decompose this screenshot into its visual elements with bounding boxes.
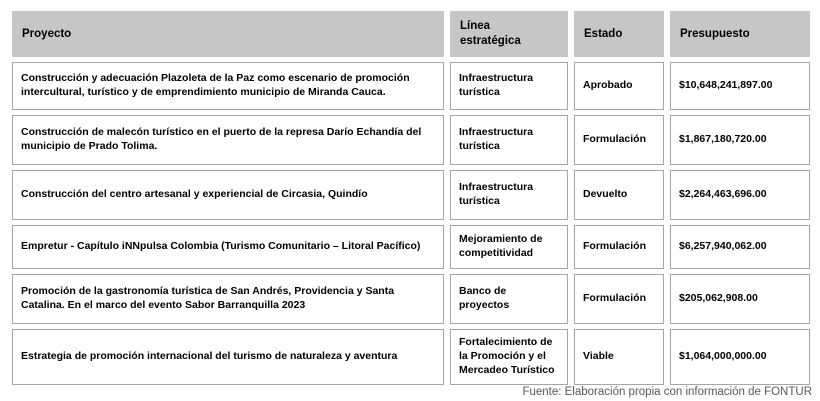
cell-proyecto: Promoción de la gastronomía turística de San Andrés, Providencia y Santa Catalina. En el marco del evento Sabor Barranquilla 2023 — [12, 274, 444, 324]
cell-proyecto: Construcción de malecón turístico en el puerto de la represa Darío Echandía del municipio de Prado Tolima. — [12, 115, 444, 165]
cell-estado: Viable — [574, 329, 664, 385]
cell-estado: Devuelto — [574, 170, 664, 220]
cell-estado: Aprobado — [574, 62, 664, 110]
table-header-row — [12, 11, 810, 57]
table-row — [12, 170, 810, 220]
cell-estado: Formulación — [574, 115, 664, 165]
table-header — [12, 11, 810, 57]
column-header-linea-line2: estratégica — [460, 35, 521, 48]
cell-proyecto: Estrategia de promoción internacional del turismo de naturaleza y aventura — [12, 329, 444, 385]
cell-estado: Formulación — [574, 225, 664, 269]
table-row — [12, 62, 810, 110]
cell-linea-estrategica: Banco de proyectos — [450, 274, 568, 324]
cell-proyecto: Empretur - Capítulo iNNpulsa Colombia (Turismo Comunitario – Litoral Pacífico) — [12, 225, 444, 269]
table-row — [12, 274, 810, 324]
table-row — [12, 115, 810, 165]
cell-presupuesto: $205,062,908.00 — [670, 274, 810, 324]
column-header-linea-line1: Línea — [460, 20, 491, 32]
cell-linea-estrategica: Infraestructura turística — [450, 115, 568, 165]
cell-presupuesto: $1,867,180,720.00 — [670, 115, 810, 165]
source-note: Fuente: Elaboración propia con información de FONTUR — [522, 386, 812, 398]
column-header-linea-estrategica — [450, 11, 568, 57]
cell-presupuesto: $1,064,000,000.00 — [670, 329, 810, 385]
cell-linea-estrategica: Fortalecimiento de la Promoción y el Mercadeo Turístico — [450, 329, 568, 385]
projects-table — [6, 6, 816, 390]
cell-presupuesto: $10,648,241,897.00 — [670, 62, 810, 110]
cell-linea-estrategica: Infraestructura turística — [450, 170, 568, 220]
cell-linea-estrategica: Mejoramiento de competitividad — [450, 225, 568, 269]
cell-linea-estrategica: Infraestructura turística — [450, 62, 568, 110]
cell-estado: Formulación — [574, 274, 664, 324]
column-header-proyecto: Proyecto — [12, 11, 444, 57]
cell-proyecto: Construcción del centro artesanal y experiencial de Circasia, Quindío — [12, 170, 444, 220]
table-row — [12, 225, 810, 269]
cell-proyecto: Construcción y adecuación Plazoleta de la Paz como escenario de promoción intercultural, turístico y de emprendimiento municipio de Miranda Cauca. — [12, 62, 444, 110]
table-row — [12, 329, 810, 385]
column-header-estado: Estado — [574, 11, 664, 57]
cell-presupuesto: $2,264,463,696.00 — [670, 170, 810, 220]
cell-presupuesto: $6,257,940,062.00 — [670, 225, 810, 269]
column-header-presupuesto: Presupuesto — [670, 11, 810, 57]
table-body — [12, 62, 810, 385]
